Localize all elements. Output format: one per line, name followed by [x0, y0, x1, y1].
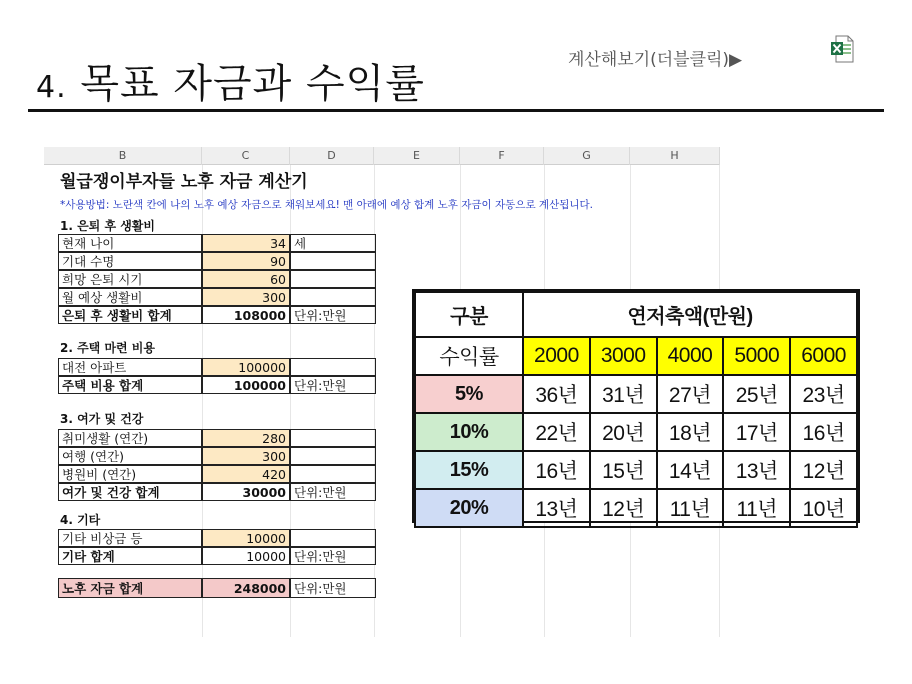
years-cell: 11년 — [657, 489, 724, 527]
section-head-other: 4. 기타 — [60, 513, 101, 527]
column-header-d[interactable]: D — [290, 147, 374, 165]
unit-label: 단위:만원 — [290, 306, 376, 324]
unit-label: 단위:만원 — [290, 547, 376, 565]
label-retirement-total: 은퇴 후 생활비 합계 — [58, 306, 202, 324]
years-cell: 25년 — [723, 375, 790, 413]
label-emergency: 기타 비상금 등 — [58, 529, 202, 547]
rate-cell: 20% — [415, 489, 523, 527]
column-header-b[interactable]: B — [44, 147, 202, 165]
years-cell: 13년 — [723, 451, 790, 489]
years-cell: 27년 — [657, 375, 724, 413]
input-retire-age[interactable]: 60 — [202, 270, 290, 288]
label-other-total: 기타 합계 — [58, 547, 202, 565]
section-head-leisure: 3. 여가 및 건강 — [60, 412, 144, 426]
years-cell: 11년 — [723, 489, 790, 527]
amount-cell: 2000 — [523, 337, 590, 375]
column-header-e[interactable]: E — [374, 147, 460, 165]
amount-cell: 4000 — [657, 337, 724, 375]
label-current-age: 현재 나이 — [58, 234, 202, 252]
value-leisure-total[interactable]: 30000 — [202, 483, 290, 501]
empty-cell[interactable] — [290, 288, 376, 306]
amount-cell: 3000 — [590, 337, 657, 375]
section-head-retirement: 1. 은퇴 후 생활비 — [60, 219, 155, 233]
rate-cell: 5% — [415, 375, 523, 413]
empty-cell[interactable] — [290, 465, 376, 483]
column-header-c[interactable]: C — [202, 147, 290, 165]
input-apartment[interactable]: 100000 — [202, 358, 290, 376]
rate-cell: 10% — [415, 413, 523, 451]
sheet-title: 월급쟁이부자들 노후 자금 계산기 — [60, 172, 308, 192]
table-head-category: 구분 — [415, 292, 523, 337]
page-title — [36, 52, 425, 109]
years-cell: 22년 — [523, 413, 590, 451]
column-header-g[interactable]: G — [544, 147, 630, 165]
section-head-housing: 2. 주택 마련 비용 — [60, 341, 155, 355]
input-hospital[interactable]: 420 — [202, 465, 290, 483]
empty-cell[interactable] — [290, 270, 376, 288]
table-head-annual-savings: 연저축액(만원) — [523, 292, 857, 337]
title-text: 목표 자금과 수익률 — [80, 61, 425, 107]
value-grand-total[interactable]: 248000 — [202, 578, 290, 598]
empty-cell[interactable] — [290, 358, 376, 376]
column-header-f[interactable]: F — [460, 147, 544, 165]
label-monthly-cost: 월 예상 생활비 — [58, 288, 202, 306]
value-retirement-total[interactable]: 108000 — [202, 306, 290, 324]
value-housing-total[interactable]: 100000 — [202, 376, 290, 394]
table-row — [415, 375, 857, 413]
unit-label: 단위:만원 — [290, 578, 376, 598]
label-leisure-total: 여가 및 건강 합계 — [58, 483, 202, 501]
input-life-expectancy[interactable]: 90 — [202, 252, 290, 270]
excel-icon[interactable] — [830, 35, 854, 63]
input-emergency[interactable]: 10000 — [202, 529, 290, 547]
value-other-total[interactable]: 10000 — [202, 547, 290, 565]
label-hobby: 취미생활 (연간) — [58, 429, 202, 447]
years-cell: 18년 — [657, 413, 724, 451]
empty-cell[interactable] — [290, 529, 376, 547]
years-cell: 17년 — [723, 413, 790, 451]
years-cell: 12년 — [790, 451, 857, 489]
unit-label: 단위:만원 — [290, 483, 376, 501]
table-row — [415, 489, 857, 527]
label-housing-total: 주택 비용 합계 — [58, 376, 202, 394]
amount-cell: 5000 — [723, 337, 790, 375]
label-apartment: 대전 아파트 — [58, 358, 202, 376]
table-row — [415, 413, 857, 451]
calculate-link[interactable]: 계산해보기(더블클릭)▶ — [568, 50, 743, 70]
input-monthly-cost[interactable]: 300 — [202, 288, 290, 306]
empty-cell[interactable] — [290, 252, 376, 270]
usage-instructions: *사용방법: 노란색 칸에 나의 노후 예상 자금으로 채워보세요! 맨 아래에 예상 합계 노후 자금이 자동으로 계산됩니다. — [60, 199, 593, 211]
years-cell: 23년 — [790, 375, 857, 413]
table-row — [415, 451, 857, 489]
column-header-h[interactable]: H — [630, 147, 720, 165]
years-cell: 20년 — [590, 413, 657, 451]
years-cell: 16년 — [523, 451, 590, 489]
input-hobby[interactable]: 280 — [202, 429, 290, 447]
table-head-return-rate: 수익률 — [415, 337, 523, 375]
years-cell: 15년 — [590, 451, 657, 489]
input-travel[interactable]: 300 — [202, 447, 290, 465]
years-cell: 14년 — [657, 451, 724, 489]
unit-label: 단위:만원 — [290, 376, 376, 394]
savings-years-table — [412, 289, 860, 523]
label-retire-age: 희망 은퇴 시기 — [58, 270, 202, 288]
title-number: 4. — [36, 70, 67, 105]
label-grand-total: 노후 자금 합계 — [58, 578, 202, 598]
amount-cell: 6000 — [790, 337, 857, 375]
years-cell: 12년 — [590, 489, 657, 527]
unit-age: 세 — [290, 234, 376, 252]
column-header-row — [44, 147, 720, 165]
rate-cell: 15% — [415, 451, 523, 489]
title-divider — [28, 109, 884, 112]
years-cell: 10년 — [790, 489, 857, 527]
label-hospital: 병원비 (연간) — [58, 465, 202, 483]
empty-cell[interactable] — [290, 429, 376, 447]
label-life-expectancy: 기대 수명 — [58, 252, 202, 270]
empty-cell[interactable] — [290, 447, 376, 465]
years-cell: 13년 — [523, 489, 590, 527]
years-cell: 31년 — [590, 375, 657, 413]
label-travel: 여행 (연간) — [58, 447, 202, 465]
input-current-age[interactable]: 34 — [202, 234, 290, 252]
years-cell: 36년 — [523, 375, 590, 413]
years-cell: 16년 — [790, 413, 857, 451]
